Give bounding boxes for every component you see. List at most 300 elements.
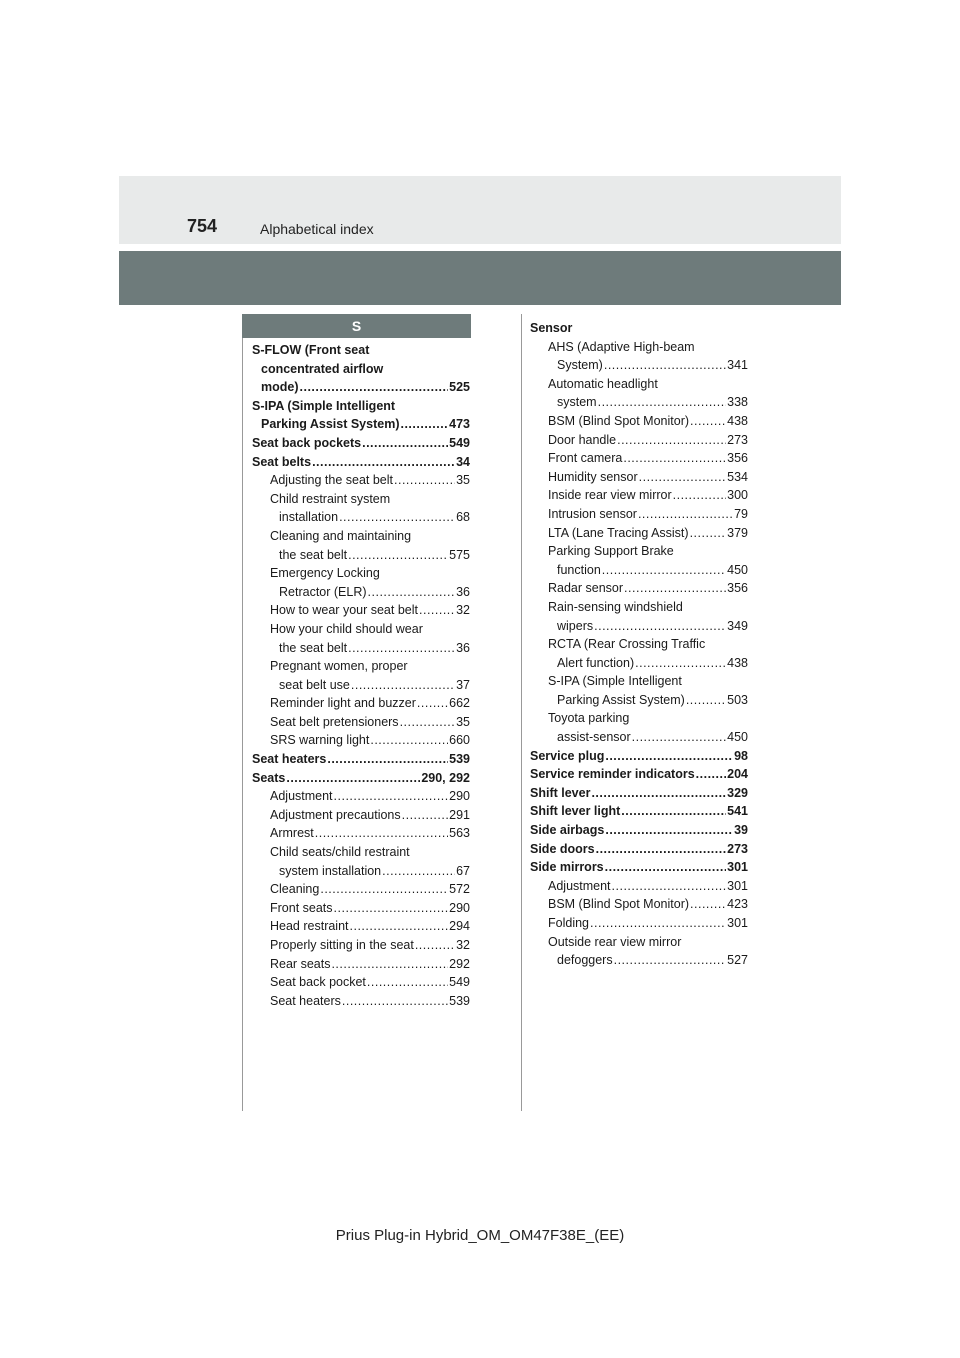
index-entry <box>252 453 470 472</box>
index-subentry <box>530 672 748 709</box>
entry-text: Child seats/child restraint <box>270 845 410 860</box>
dot-leader <box>602 561 726 580</box>
entry-text: Service reminder indicators <box>530 767 695 782</box>
entry-page-number[interactable]: 35 <box>456 714 470 729</box>
entry-text: Parking Assist System) <box>261 417 400 432</box>
entry-line <box>252 434 470 453</box>
entry-line <box>270 973 470 992</box>
entry-line <box>548 561 748 580</box>
index-subentry <box>252 694 470 713</box>
entry-line <box>270 508 470 527</box>
entry-text: Inside rear view mirror <box>548 488 672 503</box>
entry-page-number[interactable]: 32 <box>456 603 470 618</box>
entry-text: Seat back pockets <box>252 435 362 450</box>
entry-text: Intrusion sensor <box>548 506 637 521</box>
dot-leader <box>415 936 455 955</box>
dot-leader <box>673 486 727 505</box>
index-subentry <box>252 936 470 955</box>
entry-page-number[interactable]: 503 <box>727 692 748 707</box>
entry-text: Front seats <box>270 900 333 915</box>
entry-page-number[interactable]: 291 <box>449 807 470 822</box>
entry-text: Parking Assist System) <box>557 692 685 707</box>
entry-text: Shift lever light <box>530 804 621 819</box>
dot-leader <box>605 858 727 877</box>
entry-line <box>548 877 748 896</box>
entry-page-number[interactable]: 539 <box>449 752 470 767</box>
entry-text: Humidity sensor <box>548 469 638 484</box>
entry-text: Adjustment <box>270 789 333 804</box>
index-subentry <box>252 955 470 974</box>
entry-line <box>270 731 470 750</box>
entry-line <box>548 709 748 728</box>
entry-page-number[interactable]: 36 <box>456 584 470 599</box>
entry-page-number[interactable]: 450 <box>727 730 748 745</box>
entry-line <box>548 375 748 394</box>
dot-leader <box>367 973 448 992</box>
dot-leader <box>419 601 455 620</box>
entry-line <box>270 676 470 695</box>
entry-text: Seat heaters <box>270 993 341 1008</box>
entry-page-number[interactable]: 341 <box>727 358 748 373</box>
entry-page-number[interactable]: 37 <box>456 677 470 692</box>
index-subentry <box>252 564 470 601</box>
index-subentry <box>252 787 470 806</box>
entry-line <box>548 431 748 450</box>
entry-page-number[interactable]: 356 <box>727 451 748 466</box>
entry-text: Emergency Locking <box>270 566 380 581</box>
entry-text: Outside rear view mirror <box>548 934 682 949</box>
entry-page-number[interactable]: 549 <box>449 435 470 450</box>
entry-page-number[interactable]: 36 <box>456 640 470 655</box>
entry-line <box>252 769 470 788</box>
header-band <box>119 176 841 244</box>
dot-leader <box>315 824 448 843</box>
entry-line <box>530 840 748 859</box>
index-subentry <box>530 933 748 970</box>
dot-leader <box>286 769 420 788</box>
index-entry <box>530 821 748 840</box>
entry-text: function <box>557 562 601 577</box>
index-entry <box>252 750 470 769</box>
entry-line <box>548 933 748 952</box>
entry-text: Seat belts <box>252 454 312 469</box>
index-subentry <box>530 895 748 914</box>
dot-leader <box>690 895 726 914</box>
entry-text: Seats <box>252 770 286 785</box>
entry-page-number[interactable]: 301 <box>727 860 748 875</box>
entry-page-number[interactable]: 290, 292 <box>421 770 470 785</box>
entry-line <box>270 471 470 490</box>
entry-page-number[interactable]: 329 <box>727 785 748 800</box>
entry-text: Retractor (ELR) <box>279 584 367 599</box>
entry-page-number[interactable]: 294 <box>449 919 470 934</box>
page-number: 754 <box>187 216 218 236</box>
entry-text: wipers <box>557 618 594 633</box>
entry-page-number[interactable]: 575 <box>449 547 470 562</box>
entry-line <box>252 360 470 379</box>
dot-leader <box>331 955 448 974</box>
entry-text: Toyota parking <box>548 711 630 726</box>
entry-text: Rear seats <box>270 956 331 971</box>
entry-line <box>548 691 748 710</box>
entry-line <box>548 672 748 691</box>
entry-page-number[interactable]: 662 <box>449 696 470 711</box>
index-subentry <box>530 635 748 672</box>
dot-leader <box>604 356 726 375</box>
entry-line <box>252 341 470 360</box>
entry-page-number[interactable]: 525 <box>449 380 470 395</box>
entry-page-number[interactable]: 549 <box>449 975 470 990</box>
index-subentry <box>530 542 748 579</box>
entry-text: the seat belt <box>279 547 348 562</box>
index-subentry <box>530 877 748 896</box>
entry-text: SRS warning light <box>270 733 370 748</box>
index-subentry <box>252 471 470 490</box>
index-subentry <box>252 601 470 620</box>
entry-text: Side airbags <box>530 823 605 838</box>
entry-text: mode) <box>261 380 299 395</box>
entry-line <box>548 728 748 747</box>
index-subentry <box>530 598 748 635</box>
entry-page-number[interactable]: 660 <box>449 733 470 748</box>
entry-line <box>530 821 748 840</box>
entry-text: System) <box>557 358 603 373</box>
entry-line <box>270 694 470 713</box>
entry-line <box>548 654 748 673</box>
index-subentry <box>252 731 470 750</box>
entry-text: Side mirrors <box>530 860 604 875</box>
entry-page-number[interactable]: 379 <box>727 525 748 540</box>
index-subentry <box>530 486 748 505</box>
entry-page-number[interactable]: 204 <box>727 767 748 782</box>
entry-text: How your child should wear <box>270 621 423 636</box>
index-subentry <box>252 806 470 825</box>
entry-line <box>270 601 470 620</box>
entry-line <box>270 564 470 583</box>
index-entry <box>530 784 748 803</box>
entry-line <box>270 787 470 806</box>
entry-text: Front camera <box>548 451 623 466</box>
index-subentry <box>252 992 470 1011</box>
dark-band <box>119 251 841 305</box>
index-subentry <box>530 524 748 543</box>
entry-line <box>530 765 748 784</box>
entry-line <box>270 936 470 955</box>
index-subentry <box>530 375 748 412</box>
entry-line <box>252 397 470 416</box>
entry-line <box>548 914 748 933</box>
entry-line <box>530 784 748 803</box>
entry-page-number[interactable]: 35 <box>456 473 470 488</box>
index-entry <box>252 341 470 397</box>
entry-text: LTA (Lane Tracing Assist) <box>548 525 689 540</box>
entry-page-number[interactable]: 349 <box>727 618 748 633</box>
entry-text: Folding <box>548 916 589 930</box>
dot-leader <box>590 914 726 933</box>
index-entry <box>252 397 470 434</box>
dot-leader <box>351 676 455 695</box>
index-subentry <box>252 490 470 527</box>
dot-leader <box>690 524 727 543</box>
index-entry <box>530 765 748 784</box>
entry-text: installation <box>279 510 339 525</box>
entry-text: concentrated airflow <box>261 361 384 376</box>
entry-line <box>548 449 748 468</box>
entry-line <box>270 639 470 658</box>
entry-page-number[interactable]: 32 <box>456 938 470 952</box>
entry-text: Parking Support Brake <box>548 544 674 559</box>
footer-document-id: Prius Plug-in Hybrid_OM_OM47F38E_(EE) <box>335 1227 625 1244</box>
index-entry <box>252 769 470 788</box>
entry-page-number[interactable]: 527 <box>727 953 748 968</box>
index-subentry <box>530 468 748 487</box>
entry-text: Adjustment <box>548 878 611 893</box>
entry-page-number[interactable]: 423 <box>727 897 748 912</box>
entry-line <box>548 951 748 970</box>
entry-page-number[interactable]: 273 <box>727 432 748 447</box>
section-title: Alphabetical index <box>260 221 374 237</box>
index-subentry <box>530 505 748 524</box>
entry-line <box>548 468 748 487</box>
entry-line <box>270 713 470 732</box>
entry-page-number[interactable]: 79 <box>734 506 748 521</box>
entry-line <box>270 527 470 546</box>
column-divider-right <box>521 314 522 1111</box>
entry-line <box>548 542 748 561</box>
entry-line <box>530 802 748 821</box>
entry-text: S-IPA (Simple Intelligent <box>252 398 396 413</box>
entry-line <box>270 880 470 899</box>
entry-line <box>548 524 748 543</box>
entry-text: RCTA (Rear Crossing Traffic <box>548 637 706 652</box>
entry-line <box>270 490 470 509</box>
dot-leader <box>334 899 449 918</box>
dot-leader <box>639 468 727 487</box>
index-subentry <box>530 338 748 375</box>
index-subentry <box>252 880 470 899</box>
entry-page-number[interactable]: 98 <box>734 748 748 763</box>
index-subentry <box>252 527 470 564</box>
entry-page-number[interactable]: 301 <box>727 916 748 930</box>
entry-page-number[interactable]: 539 <box>449 993 470 1008</box>
dot-leader <box>348 546 448 565</box>
entry-page-number[interactable]: 563 <box>449 826 470 841</box>
entry-text: system installation <box>279 863 382 878</box>
dot-leader <box>327 750 448 769</box>
entry-page-number[interactable]: 541 <box>727 804 748 819</box>
entry-line <box>548 635 748 654</box>
entry-page-number[interactable]: 438 <box>727 655 748 670</box>
dot-leader <box>312 453 455 472</box>
dot-leader <box>334 787 449 806</box>
entry-text: Seat belt pretensioners <box>270 714 399 729</box>
dot-leader <box>594 617 726 636</box>
entry-page-number[interactable]: 438 <box>727 413 748 428</box>
entry-text: Door handle <box>548 432 617 447</box>
dot-leader <box>614 951 727 970</box>
entry-line <box>270 843 470 862</box>
index-entry <box>530 858 748 877</box>
entry-text: AHS (Adaptive High-beam <box>548 339 695 354</box>
dot-leader <box>591 784 726 803</box>
entry-text: Service plug <box>530 748 605 763</box>
entry-page-number[interactable]: 534 <box>727 469 748 484</box>
entry-line <box>548 505 748 524</box>
index-subentry <box>530 412 748 431</box>
dot-leader <box>402 806 449 825</box>
index-subentry <box>252 657 470 694</box>
entry-text: Rain-sensing windshield <box>548 599 683 614</box>
entry-text: Sensor <box>530 321 573 335</box>
entry-line <box>530 319 748 338</box>
index-subentry <box>252 824 470 843</box>
entry-line <box>270 657 470 676</box>
entry-text: Adjusting the seat belt <box>270 473 393 488</box>
entry-line <box>270 824 470 843</box>
index-entry <box>530 747 748 766</box>
index-column-left <box>252 341 470 1010</box>
entry-page-number[interactable]: 338 <box>727 395 748 410</box>
entry-text: BSM (Blind Spot Monitor) <box>548 413 690 428</box>
dot-leader <box>368 583 456 602</box>
entry-page-number[interactable]: 290 <box>449 789 470 804</box>
entry-page-number[interactable]: 290 <box>449 900 470 915</box>
entry-text: Cleaning and maintaining <box>270 528 412 543</box>
entry-line <box>270 620 470 639</box>
dot-leader <box>605 747 733 766</box>
entry-line <box>252 750 470 769</box>
index-subentry <box>252 713 470 732</box>
entry-line <box>270 806 470 825</box>
dot-leader <box>417 694 448 713</box>
index-entry <box>530 840 748 859</box>
index-column-right <box>530 319 748 970</box>
entry-text: the seat belt <box>279 640 348 655</box>
entry-line <box>270 955 470 974</box>
dot-leader <box>635 654 726 673</box>
entry-line <box>270 546 470 565</box>
entry-line <box>270 583 470 602</box>
entry-line <box>548 598 748 617</box>
entry-text: defoggers <box>557 953 613 968</box>
entry-text: Reminder light and buzzer <box>270 696 416 711</box>
index-entry <box>252 434 470 453</box>
entry-line <box>270 862 470 881</box>
entry-text: How to wear your seat belt <box>270 603 418 618</box>
entry-text: Seat heaters <box>252 752 327 767</box>
entry-line <box>270 992 470 1011</box>
dot-leader <box>617 431 726 450</box>
entry-text: Radar sensor <box>548 581 624 596</box>
dot-leader <box>320 880 448 899</box>
entry-page-number[interactable]: 273 <box>727 841 748 856</box>
entry-line <box>548 356 748 375</box>
dot-leader <box>394 471 455 490</box>
dot-leader <box>598 393 727 412</box>
dot-leader <box>400 713 456 732</box>
dot-leader <box>686 691 726 710</box>
dot-leader <box>362 434 448 453</box>
dot-leader <box>621 802 726 821</box>
dot-leader <box>596 840 727 859</box>
entry-text: Shift lever <box>530 785 591 800</box>
entry-line <box>548 393 748 412</box>
entry-line <box>548 579 748 598</box>
entry-text: seat belt use <box>279 677 350 692</box>
entry-line <box>252 415 470 434</box>
entry-text: Seat back pocket <box>270 975 366 990</box>
entry-line <box>530 858 748 877</box>
entry-text: Cleaning <box>270 882 320 897</box>
entry-page-number[interactable]: 473 <box>449 417 470 432</box>
index-subentry <box>530 449 748 468</box>
entry-text: Head restraint <box>270 919 349 934</box>
entry-page-number[interactable]: 34 <box>456 454 470 469</box>
entry-text: Armrest <box>270 826 314 841</box>
entry-text: Alert function) <box>557 655 635 670</box>
entry-text: Adjustment precautions <box>270 807 401 822</box>
index-subentry <box>530 914 748 933</box>
entry-page-number[interactable]: 68 <box>456 510 470 525</box>
entry-text: assist-sensor <box>557 730 631 745</box>
entry-line <box>548 617 748 636</box>
entry-line <box>530 747 748 766</box>
index-entry <box>530 319 748 338</box>
dot-leader <box>400 415 448 434</box>
entry-page-number[interactable]: 572 <box>449 882 470 897</box>
entry-page-number[interactable]: 300 <box>727 488 748 503</box>
dot-leader <box>632 728 727 747</box>
dot-leader <box>342 992 448 1011</box>
index-entry <box>530 802 748 821</box>
dot-leader <box>624 579 726 598</box>
entry-text: S-FLOW (Front seat <box>252 343 370 357</box>
entry-text: Pregnant women, proper <box>270 659 408 674</box>
entry-text: system <box>557 395 597 410</box>
entry-line <box>270 899 470 918</box>
dot-leader <box>339 508 455 527</box>
entry-line <box>252 378 470 397</box>
entry-text: S-IPA (Simple Intelligent <box>548 674 682 689</box>
column-divider-left <box>242 338 243 1111</box>
dot-leader <box>612 877 727 896</box>
dot-leader <box>350 917 449 936</box>
index-subentry <box>252 843 470 880</box>
entry-page-number[interactable]: 67 <box>456 863 470 878</box>
entry-page-number[interactable]: 301 <box>727 878 748 893</box>
entry-text: BSM (Blind Spot Monitor) <box>548 897 690 912</box>
entry-page-number[interactable]: 39 <box>734 823 748 838</box>
entry-page-number[interactable]: 450 <box>727 562 748 577</box>
index-subentry <box>530 579 748 598</box>
dot-leader <box>605 821 733 840</box>
dot-leader <box>300 378 449 397</box>
entry-text: Properly sitting in the seat <box>270 938 414 952</box>
entry-line <box>548 895 748 914</box>
dot-leader <box>696 765 726 784</box>
entry-text: Child restraint system <box>270 491 391 506</box>
entry-page-number[interactable]: 356 <box>727 581 748 596</box>
index-subentry <box>252 917 470 936</box>
entry-page-number[interactable]: 292 <box>449 956 470 971</box>
entry-line <box>252 453 470 472</box>
dot-leader <box>348 639 455 658</box>
entry-text: Side doors <box>530 841 595 856</box>
index-subentry <box>252 973 470 992</box>
index-subentry <box>530 709 748 746</box>
dot-leader <box>638 505 733 524</box>
dot-leader <box>370 731 448 750</box>
